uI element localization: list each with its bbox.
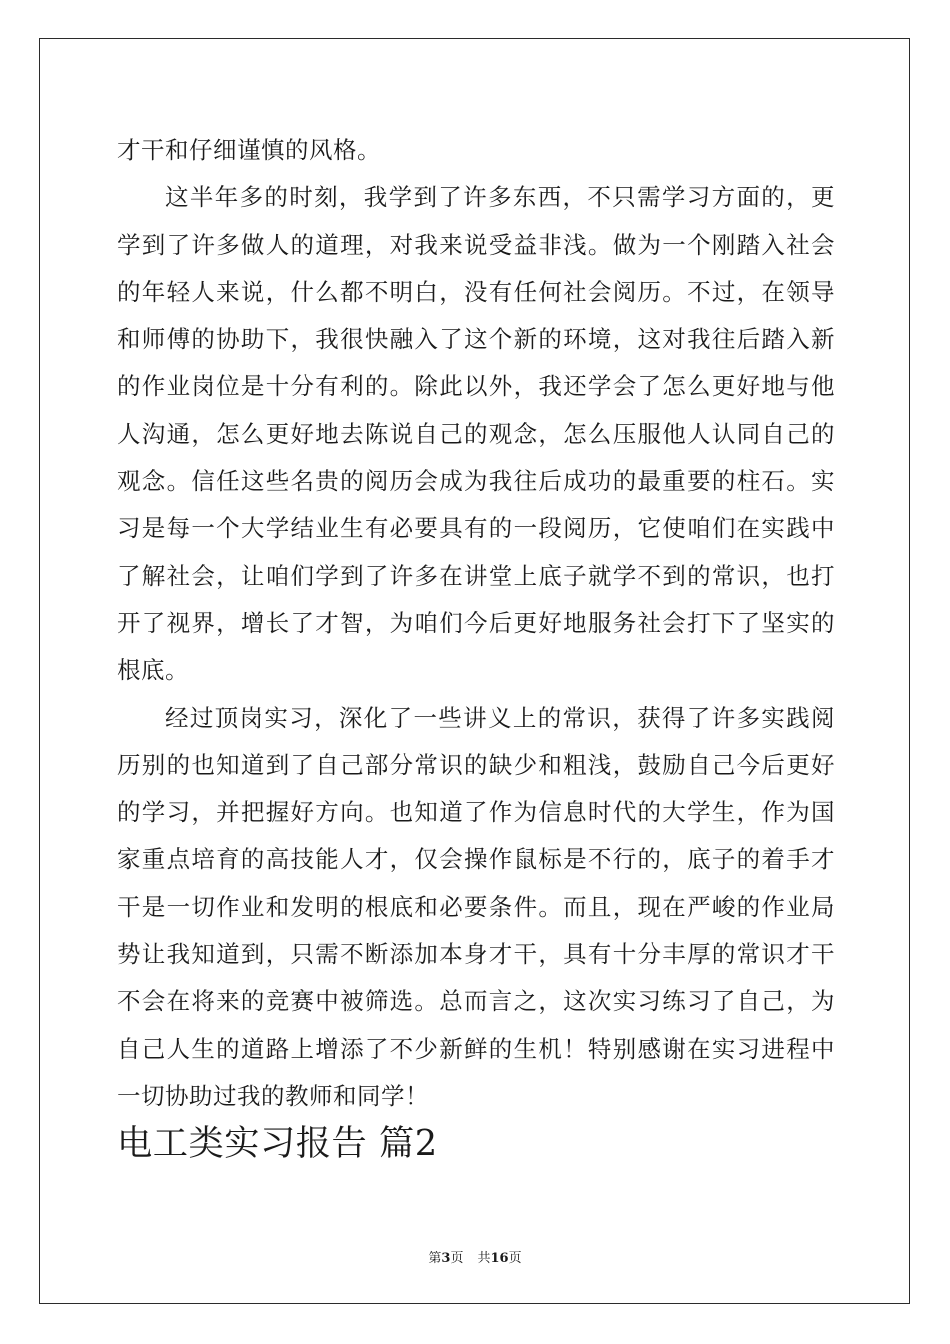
footer-page-number: 3 bbox=[441, 1251, 451, 1266]
footer-total-prefix: 共 bbox=[477, 1251, 491, 1266]
footer-page-suffix: 页 bbox=[450, 1251, 464, 1266]
paragraph: 经过顶岗实习，深化了一些讲义上的常识，获得了许多实践阅历别的也知道到了自己部分常识的缺少和粗浅，鼓励自己今后更好的学习，并把握好方向。也知道了作为信息时代的大学生，作为国家重点培育的高技能人才，仅会操作鼠标是不行的，底子的着手才干是一切作业和发明的根底和必要条件。而且，现在严峻的作业局势让我知道到，只需不断添加本身才干，具有十分丰厚的常识才干不会在将来的竞赛中被筛选。总而言之，这次实习练习了自己，为自己人生的道路上增添了不少新鲜的生机！特别感谢在实习进程中一切协助过我的教师和同学！ bbox=[117, 703, 835, 1110]
paragraph-continuation: 才干和仔细谨慎的风格。 bbox=[117, 136, 381, 164]
footer-total-pages: 16 bbox=[490, 1251, 509, 1266]
paragraph: 这半年多的时刻，我学到了许多东西，不只需学习方面的，更学到了许多做人的道理，对我来说受益非浅。做为一个刚踏入社会的年轻人来说，什么都不明白，没有任何社会阅历。不过，在领导和师傅的协助下，我很快融入了这个新的环境，这对我往后踏入新的作业岗位是十分有利的。除此以外，我还学会了怎么更好地与他人沟通，怎么更好地去陈说自己的观念，怎么压服他人认同自己的观念。信任这些名贵的阅历会成为我往后成功的最重要的柱石。实习是每一个大学结业生有必要具有的一段阅历，它使咱们在实践中了解社会，让咱们学到了许多在讲堂上底子就学不到的常识，也打开了视界，增长了才智，为咱们今后更好地服务社会打下了坚实的根底。 bbox=[117, 183, 835, 685]
footer-total-suffix: 页 bbox=[508, 1251, 522, 1266]
footer-prefix: 第 bbox=[428, 1251, 442, 1266]
page-footer bbox=[0, 1247, 950, 1266]
document-body bbox=[117, 127, 835, 1168]
section-heading: 电工类实习报告 篇2 bbox=[117, 1123, 438, 1165]
